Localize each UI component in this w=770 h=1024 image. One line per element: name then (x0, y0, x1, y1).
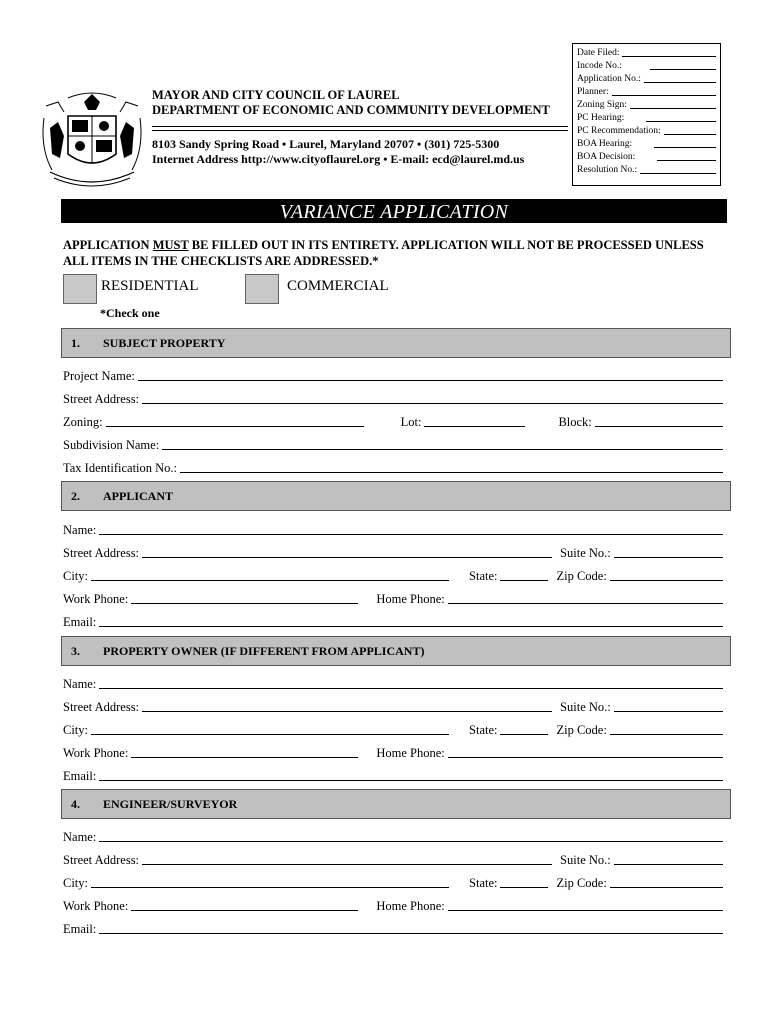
org-line-2: DEPARTMENT OF ECONOMIC AND COMMUNITY DEVELOPMENT (152, 103, 550, 117)
owner-state-field[interactable] (500, 722, 548, 735)
office-field-application-no[interactable]: Application No.: (577, 73, 716, 86)
applicant-zip-field[interactable] (610, 568, 723, 581)
office-use-box (572, 43, 721, 186)
instructions: APPLICATION MUST BE FILLED OUT IN ITS ENTIRETY. APPLICATION WILL NOT BE PROCESSED UNLESS ALL ITEMS IN THE CHECKLISTS ARE ADDRESSED.* (63, 238, 704, 268)
applicant-address-row: Street Address: Suite No.: (63, 541, 723, 561)
engineer-home-phone-field[interactable] (448, 898, 723, 911)
internet-line: Internet Address http://www.cityoflaurel.org • E-mail: ecd@laurel.md.us (152, 152, 525, 166)
owner-city-row: City: State: Zip Code: (63, 718, 723, 738)
owner-phone-row: Work Phone: Home Phone: (63, 741, 723, 761)
owner-email-field[interactable]: Email: (63, 764, 723, 784)
applicant-email-field[interactable]: Email: (63, 610, 723, 630)
zoning-field[interactable] (106, 414, 364, 427)
engineer-phone-row: Work Phone: Home Phone: (63, 894, 723, 914)
applicant-city-field[interactable] (91, 568, 449, 581)
owner-address-row: Street Address: Suite No.: (63, 695, 723, 715)
page-title: VARIANCE APPLICATION (61, 199, 727, 223)
zoning-lot-block-row: Zoning: Lot: Block: (63, 410, 723, 430)
engineer-city-row: City: State: Zip Code: (63, 871, 723, 891)
contact-info (152, 137, 524, 167)
section-applicant: 2. APPLICANT (61, 481, 731, 511)
applicant-name-field[interactable]: Name: (63, 518, 723, 538)
block-field[interactable] (595, 414, 723, 427)
applicant-home-phone-field[interactable] (448, 591, 723, 604)
applicant-work-phone-field[interactable] (131, 591, 358, 604)
commercial-label: COMMERCIAL (287, 278, 389, 294)
engineer-work-phone-field[interactable] (131, 898, 358, 911)
applicant-phone-row: Work Phone: Home Phone: (63, 587, 723, 607)
office-field-zoning-sign[interactable]: Zoning Sign: (577, 99, 716, 112)
owner-city-field[interactable] (91, 722, 449, 735)
section-subject-property: 1. SUBJECT PROPERTY (61, 328, 731, 358)
owner-home-phone-field[interactable] (448, 745, 723, 758)
lot-field[interactable] (424, 414, 525, 427)
residential-label: RESIDENTIAL (101, 278, 199, 294)
owner-suite-field[interactable] (614, 699, 723, 712)
header-divider (152, 126, 568, 131)
office-field-planner[interactable]: Planner: (577, 86, 716, 99)
office-field-boa-decision[interactable]: BOA Decision: (577, 151, 716, 164)
residential-checkbox[interactable] (63, 274, 97, 304)
applicant-state-field[interactable] (500, 568, 548, 581)
organization-name (152, 88, 550, 118)
address-line: 8103 Sandy Spring Road • Laurel, Maryland 20707 • (301) 725-5300 (152, 137, 500, 151)
section-property-owner: 3. PROPERTY OWNER (IF DIFFERENT FROM APPLICANT) (61, 636, 731, 666)
engineer-address-row: Street Address: Suite No.: (63, 848, 723, 868)
engineer-email-field[interactable]: Email: (63, 917, 723, 937)
engineer-city-field[interactable] (91, 875, 449, 888)
office-field-resolution-no[interactable]: Resolution No.: (577, 164, 716, 177)
office-field-boa-hearing[interactable]: BOA Hearing: (577, 138, 716, 151)
owner-name-field[interactable]: Name: (63, 672, 723, 692)
subject-street-address-field[interactable]: Street Address: (63, 387, 723, 407)
engineer-street-field[interactable] (142, 852, 552, 865)
applicant-street-field[interactable] (142, 545, 552, 558)
owner-work-phone-field[interactable] (131, 745, 358, 758)
check-one-note: *Check one (100, 306, 160, 320)
engineer-zip-field[interactable] (610, 875, 723, 888)
subdivision-name-field[interactable]: Subdivision Name: (63, 433, 723, 453)
applicant-city-row: City: State: Zip Code: (63, 564, 723, 584)
office-field-incode[interactable]: Incode No.: (577, 60, 716, 73)
office-field-pc-hearing[interactable]: PC Hearing: (577, 112, 716, 125)
engineer-state-field[interactable] (500, 875, 548, 888)
project-name-field[interactable]: Project Name: (63, 364, 723, 384)
engineer-name-field[interactable]: Name: (63, 825, 723, 845)
city-seal-logo (38, 88, 146, 190)
office-field-date-filed[interactable]: Date Filed: (577, 47, 716, 60)
org-line-1: MAYOR AND CITY COUNCIL OF LAUREL (152, 88, 400, 102)
commercial-checkbox[interactable] (245, 274, 279, 304)
office-field-pc-recommendation[interactable]: PC Recommendation: (577, 125, 716, 138)
engineer-suite-field[interactable] (614, 852, 723, 865)
applicant-suite-field[interactable] (614, 545, 723, 558)
owner-street-field[interactable] (142, 699, 552, 712)
section-engineer-surveyor: 4. ENGINEER/SURVEYOR (61, 789, 731, 819)
tax-id-field[interactable]: Tax Identification No.: (63, 456, 723, 476)
owner-zip-field[interactable] (610, 722, 723, 735)
